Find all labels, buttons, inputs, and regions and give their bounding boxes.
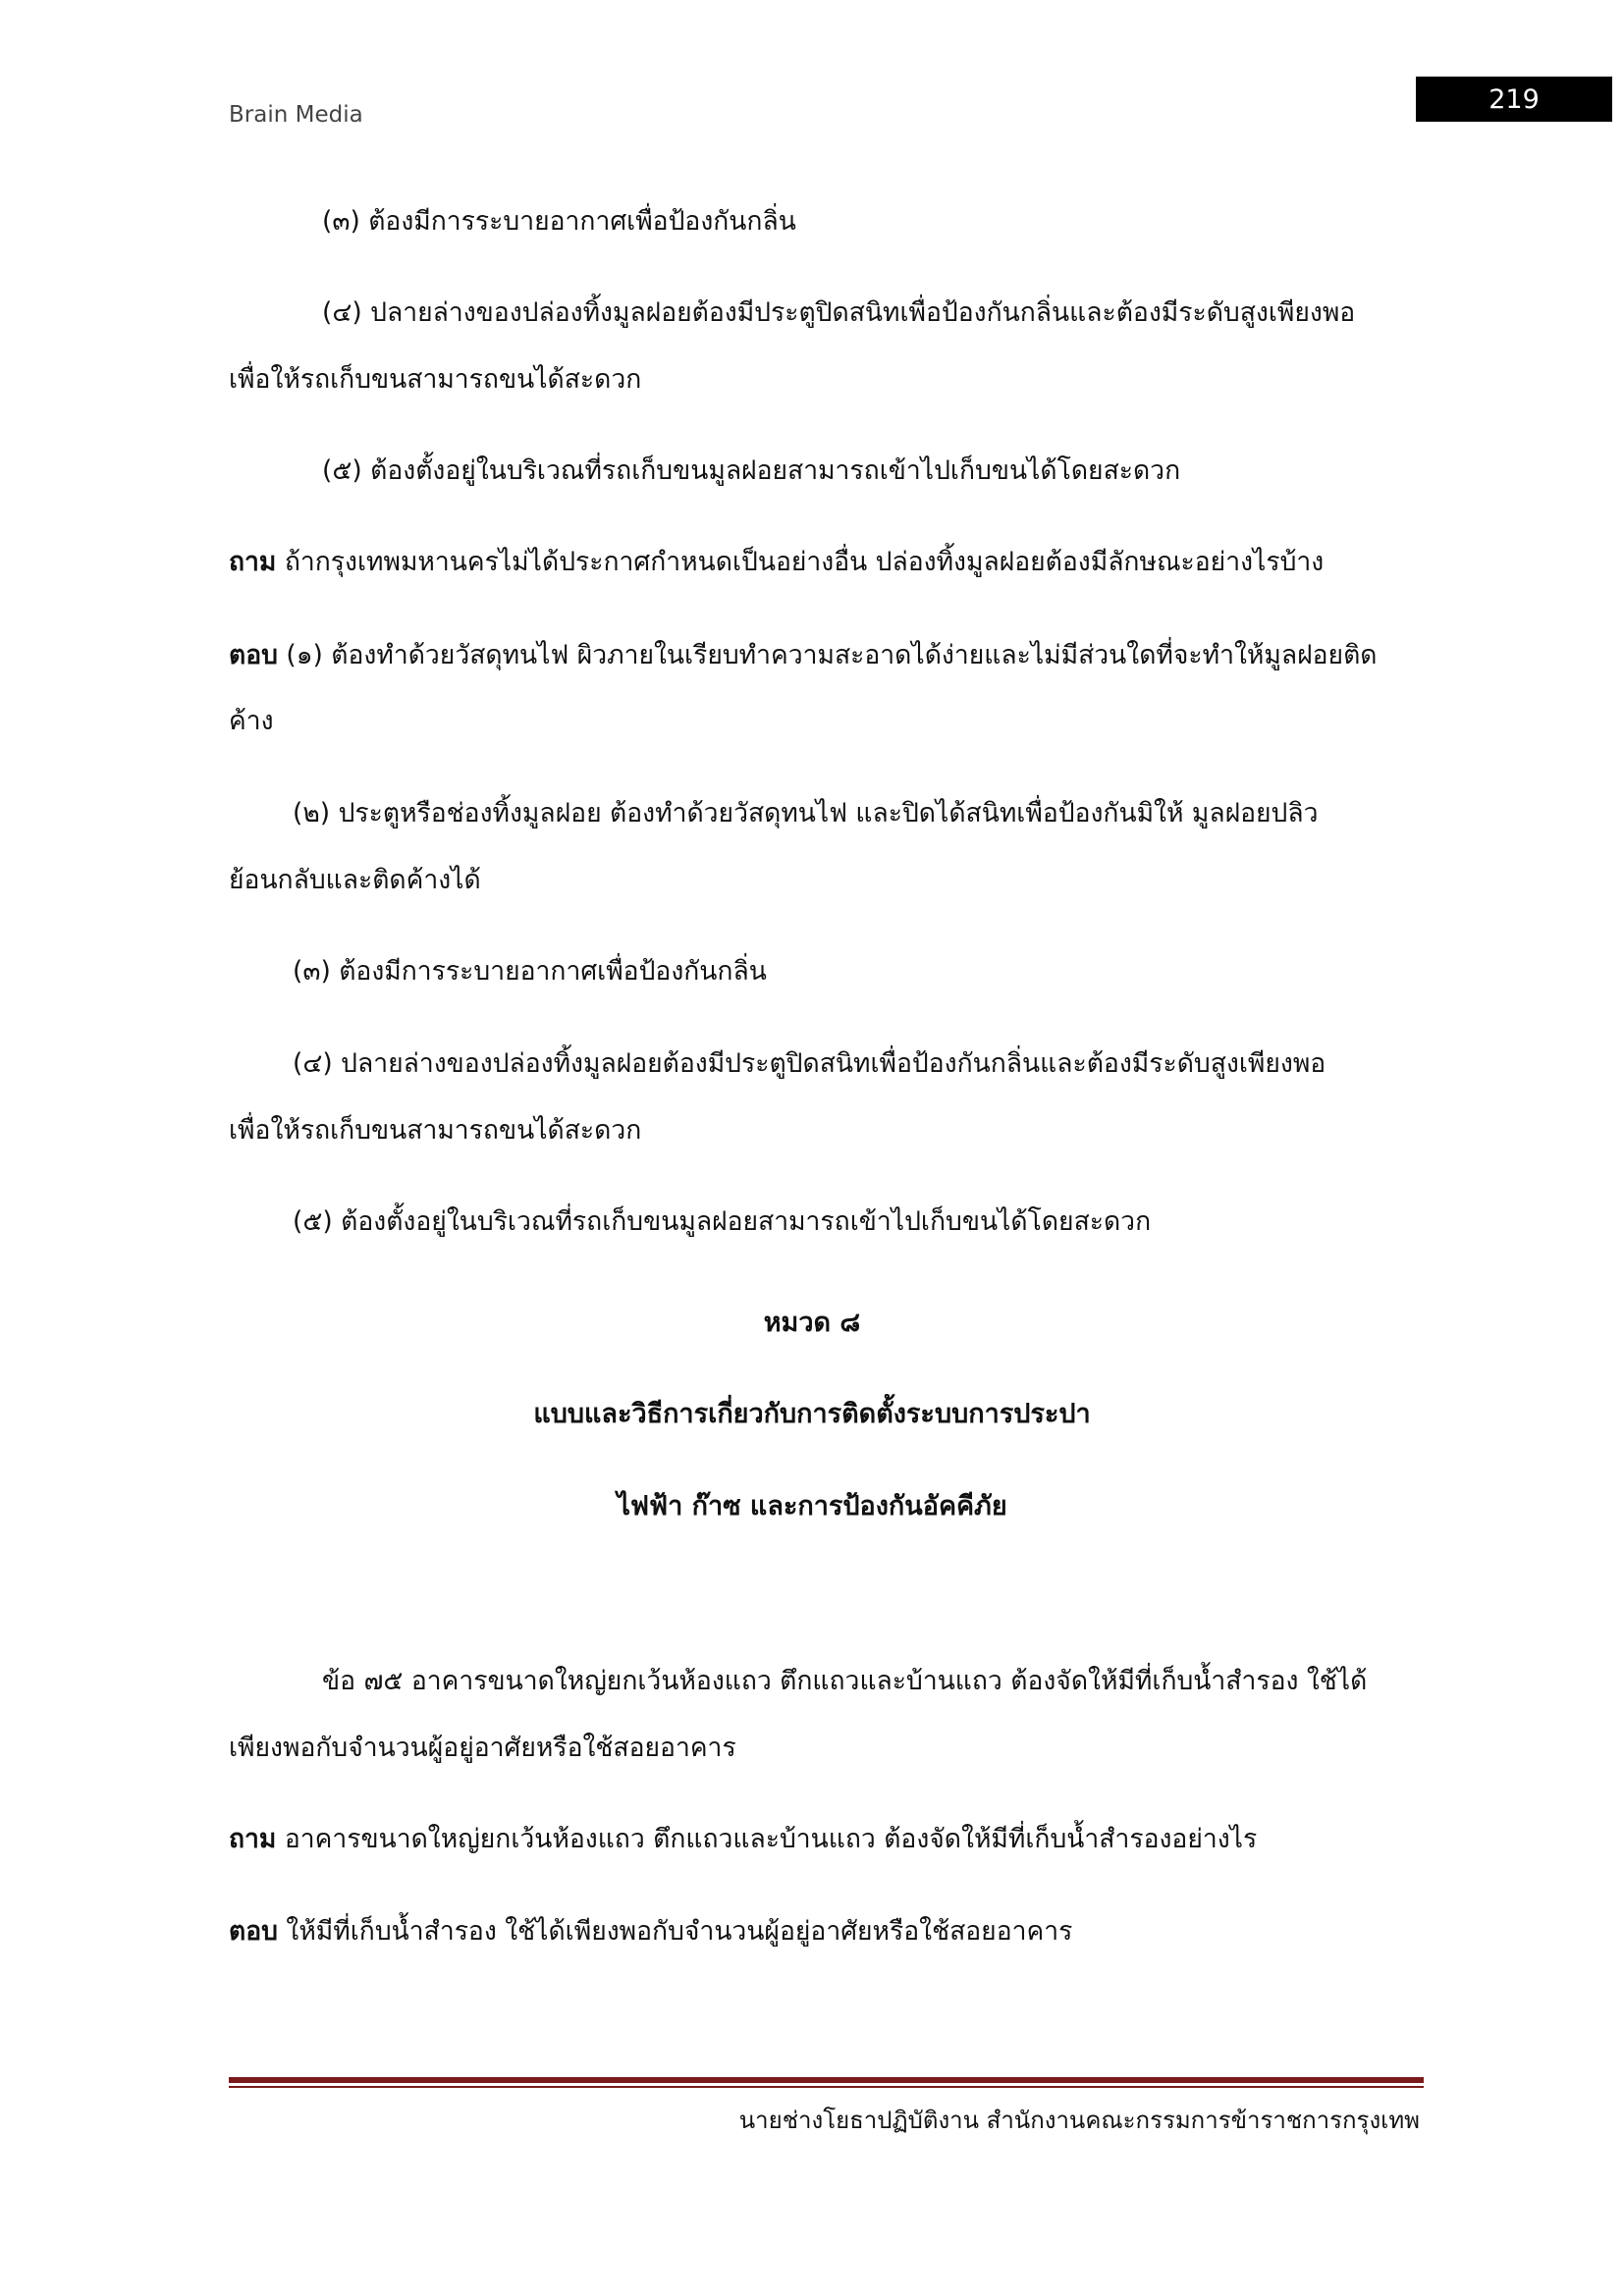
paragraph-line: (๕) ต้องตั้งอยู่ในบริเวณที่รถเก็บขนมูลฝอยสามารถเข้าไปเก็บขนได้โดยสะดวก xyxy=(293,1206,1152,1237)
chapter-title-line2: ไฟฟ้า ก๊าซ และการป้องกันอัคคีภัย xyxy=(617,1491,1007,1522)
answer-line xyxy=(229,640,1378,670)
paragraph-line: (๔) ปลายล่างของปล่องทิ้งมูลฝอยต้องมีประตูปิดสนิทเพื่อป้องกันกลิ่นและต้องมีระดับสูงเพียงพอ xyxy=(322,297,1356,328)
paragraph-line: (๔) ปลายล่างของปล่องทิ้งมูลฝอยต้องมีประตูปิดสนิทเพื่อป้องกันกลิ่นและต้องมีระดับสูงเพียงพอ xyxy=(293,1048,1326,1079)
paragraph-line: (๕) ต้องตั้งอยู่ในบริเวณที่รถเก็บขนมูลฝอยสามารถเข้าไปเก็บขนได้โดยสะดวก xyxy=(322,455,1181,486)
paragraph-line: (๓) ต้องมีการระบายอากาศเพื่อป้องกันกลิ่น xyxy=(322,206,796,237)
paragraph-line: ข้อ ๗๕ อาคารขนาดใหญ่ยกเว้นห้องแถว ตึกแถวและบ้านแถว ต้องจัดให้มีที่เก็บน้ำสำรอง ใช้ได้ xyxy=(322,1666,1368,1696)
header-brand: Brain Media xyxy=(229,102,363,128)
footer-rule-thick xyxy=(229,2077,1424,2083)
question-text: ถ้ากรุงเทพมหานครไม่ได้ประกาศกำหนดเป็นอย่างอื่น ปล่องทิ้งมูลฝอยต้องมีลักษณะอย่างไรบ้าง xyxy=(276,547,1325,577)
answer-text: ให้มีที่เก็บน้ำสำรอง ใช้ได้เพียงพอกับจำนวนผู้อยู่อาศัยหรือใช้สอยอาคาร xyxy=(277,1916,1073,1947)
paragraph-line: ค้าง xyxy=(229,706,274,736)
paragraph-line: เพื่อให้รถเก็บขนสามารถขนได้สะดวก xyxy=(229,1115,642,1146)
answer-line xyxy=(229,1916,1073,1947)
paragraph-line: ย้อนกลับและติดค้างได้ xyxy=(229,865,481,895)
paragraph-line: (๓) ต้องมีการระบายอากาศเพื่อป้องกันกลิ่น xyxy=(293,956,767,987)
answer-label: ตอบ xyxy=(229,640,278,670)
chapter-title-line1: แบบและวิธีการเกี่ยวกับการติดตั้งระบบการประปา xyxy=(533,1399,1091,1429)
paragraph-line: เพียงพอกับจำนวนผู้อยู่อาศัยหรือใช้สอยอาคาร xyxy=(229,1733,736,1763)
footer-rule-thin xyxy=(229,2086,1424,2088)
page-number: 219 xyxy=(1416,77,1612,122)
question-line xyxy=(229,547,1325,577)
paragraph-line: เพื่อให้รถเก็บขนสามารถขนได้สะดวก xyxy=(229,364,642,395)
question-line xyxy=(229,1824,1258,1854)
chapter-number: หมวด ๘ xyxy=(763,1308,861,1338)
paragraph-line: (๒) ประตูหรือช่องทิ้งมูลฝอย ต้องทำด้วยวัสดุทนไฟ และปิดได้สนิทเพื่อป้องกันมิให้ มูลฝอยปลิว xyxy=(293,798,1319,828)
footer-text: นายช่างโยธาปฏิบัติงาน สำนักงานคณะกรรมการข้าราชการกรุงเทพ xyxy=(738,2107,1420,2134)
question-text: อาคารขนาดใหญ่ยกเว้นห้องแถว ตึกแถวและบ้านแถว ต้องจัดให้มีที่เก็บน้ำสำรองอย่างไร xyxy=(276,1824,1258,1854)
question-label: ถาม xyxy=(229,1824,277,1854)
answer-label: ตอบ xyxy=(229,1916,278,1947)
answer-text: (๑) ต้องทำด้วยวัสดุทนไฟ ผิวภายในเรียบทำความสะอาดได้ง่ายและไม่มีส่วนใดที่จะทำให้มูลฝอยติด xyxy=(277,640,1378,670)
question-label: ถาม xyxy=(229,547,277,577)
